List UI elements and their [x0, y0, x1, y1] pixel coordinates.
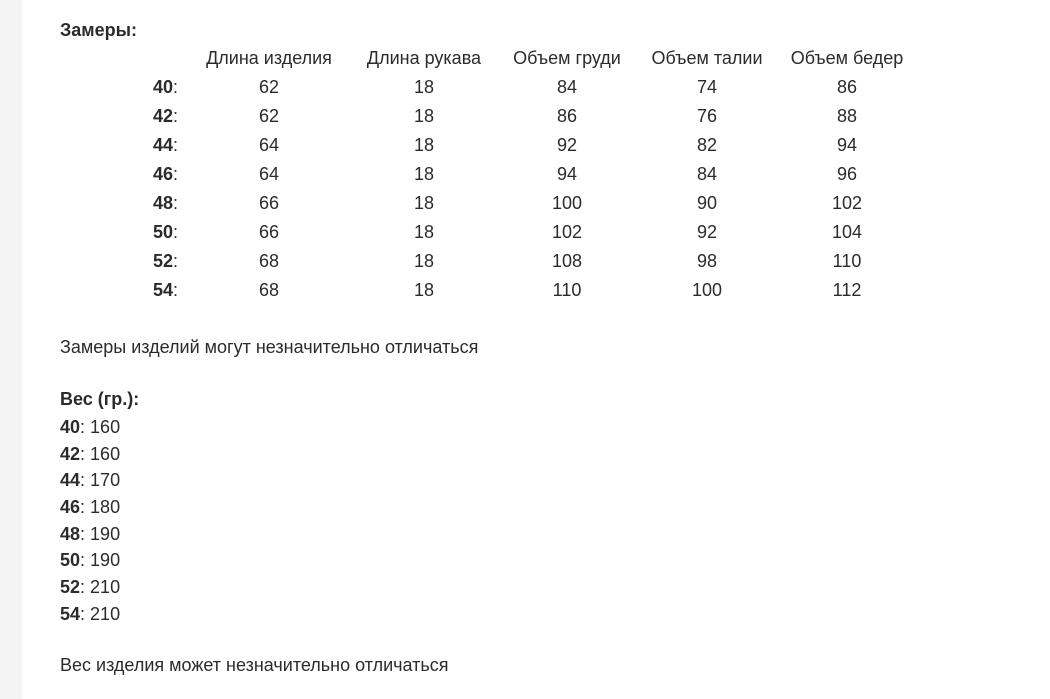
size-cell: 52:	[152, 251, 178, 271]
measurement-cell: 100	[551, 193, 583, 213]
measurement-cell: 68	[258, 251, 280, 271]
weight-size-label: 44	[60, 470, 81, 491]
size-column-header	[60, 44, 178, 73]
weight-value: 180	[90, 497, 121, 518]
weight-value: 160	[90, 417, 121, 437]
measurement-cell: 66	[258, 222, 280, 242]
measurement-cell: 18	[413, 77, 435, 97]
size-cell: 40:	[152, 77, 178, 97]
measurement-cell: 94	[836, 135, 858, 155]
measurements-table	[60, 44, 926, 305]
column-header-sleeve: Длина рукава	[366, 48, 482, 68]
measurement-cell: 66	[258, 193, 280, 213]
measurement-cell: 68	[258, 280, 280, 300]
size-cell: 54:	[152, 280, 178, 300]
measurement-cell: 84	[556, 77, 578, 97]
weight-item: 50: 190	[60, 550, 121, 571]
table-row	[60, 189, 926, 218]
measurement-cell: 110	[832, 251, 862, 271]
column-header-waist: Объем талии	[651, 48, 763, 68]
measurement-cell: 18	[413, 106, 435, 126]
weight-size-label: 42	[60, 443, 81, 464]
weight-item: 54: 210	[60, 603, 121, 624]
weight-value: 160	[90, 443, 121, 464]
measurement-cell: 108	[551, 251, 583, 271]
weight-size-label: 48	[60, 523, 81, 544]
size-label: 48	[152, 193, 173, 213]
measurement-cell: 112	[832, 280, 862, 300]
column-header-length: Длина изделия	[206, 48, 332, 68]
weight-size-label: 46	[60, 497, 81, 518]
measurement-cell: 94	[556, 164, 578, 184]
measurement-cell: 84	[696, 164, 718, 184]
measurement-cell: 76	[696, 106, 718, 126]
weight-list	[60, 414, 120, 628]
weight-note: Вес изделия может незначительно отличаться	[60, 655, 449, 675]
table-row	[60, 247, 926, 276]
measurement-cell: 92	[696, 222, 718, 242]
size-cell: 50:	[152, 222, 178, 242]
measurement-cell: 62	[258, 77, 280, 97]
weight-item: 52: 210	[60, 577, 121, 598]
measurement-cell: 92	[556, 135, 578, 155]
measurement-cell: 86	[556, 106, 578, 126]
table-row	[60, 160, 926, 189]
table-row	[60, 276, 926, 305]
size-label: 40	[152, 77, 173, 97]
weight-heading: Вес (гр.):	[60, 389, 140, 409]
table-row	[60, 131, 926, 160]
size-cell: 48:	[152, 193, 178, 213]
weight-value: 190	[90, 550, 121, 571]
measurement-cell: 64	[258, 135, 280, 155]
measurement-cell: 18	[413, 193, 435, 213]
measurement-cell: 88	[836, 106, 858, 126]
weight-value: 170	[90, 470, 121, 491]
measurement-cell: 18	[413, 222, 435, 242]
measurements-table-body	[60, 73, 926, 305]
measurements-note: Замеры изделий могут незначительно отличаться	[60, 337, 479, 357]
size-cell: 46:	[152, 164, 178, 184]
weight-size-label: 40	[60, 417, 81, 437]
measurement-cell: 90	[696, 193, 718, 213]
measurement-cell: 102	[551, 222, 583, 242]
size-label: 44	[152, 135, 173, 155]
weight-item: 42: 160	[60, 443, 121, 464]
measurement-cell: 98	[696, 251, 718, 271]
measurement-cell: 100	[691, 280, 723, 300]
measurement-cell: 102	[831, 193, 863, 213]
measurement-cell: 18	[413, 251, 435, 271]
weight-size-label: 52	[60, 577, 81, 598]
weight-size-label: 54	[60, 603, 81, 624]
weight-item: 48: 190	[60, 523, 121, 544]
measurement-cell: 62	[258, 106, 280, 126]
measurement-cell: 18	[413, 164, 435, 184]
weight-item: 46: 180	[60, 497, 121, 518]
size-label: 54	[152, 280, 173, 300]
measurement-cell: 82	[696, 135, 718, 155]
measurements-heading: Замеры:	[60, 20, 137, 40]
table-header-row	[60, 44, 926, 73]
measurement-cell: 64	[258, 164, 280, 184]
weight-item: 44: 170	[60, 470, 121, 491]
measurement-cell: 74	[696, 77, 718, 97]
measurement-cell: 18	[413, 280, 435, 300]
size-label: 46	[152, 164, 173, 184]
size-cell: 42:	[152, 106, 178, 126]
measurement-cell: 104	[831, 222, 863, 242]
measurement-cell: 96	[836, 164, 858, 184]
measurement-cell: 110	[552, 280, 582, 300]
page-background	[22, 0, 1050, 699]
measurement-cell: 18	[413, 135, 435, 155]
column-header-chest: Объем груди	[513, 48, 621, 68]
size-label: 42	[152, 106, 173, 126]
weight-size-label: 50	[60, 550, 81, 571]
column-header-hips: Объем бедер	[790, 48, 904, 68]
table-row	[60, 102, 926, 131]
table-row	[60, 73, 926, 102]
weight-value: 210	[90, 577, 121, 598]
size-label: 52	[152, 251, 173, 271]
size-cell: 44:	[152, 135, 178, 155]
weight-value: 210	[90, 603, 121, 624]
table-row	[60, 218, 926, 247]
size-label: 50	[152, 222, 173, 242]
weight-item: 40: 160	[60, 417, 121, 437]
weight-value: 190	[90, 523, 121, 544]
measurement-cell: 86	[836, 77, 858, 97]
